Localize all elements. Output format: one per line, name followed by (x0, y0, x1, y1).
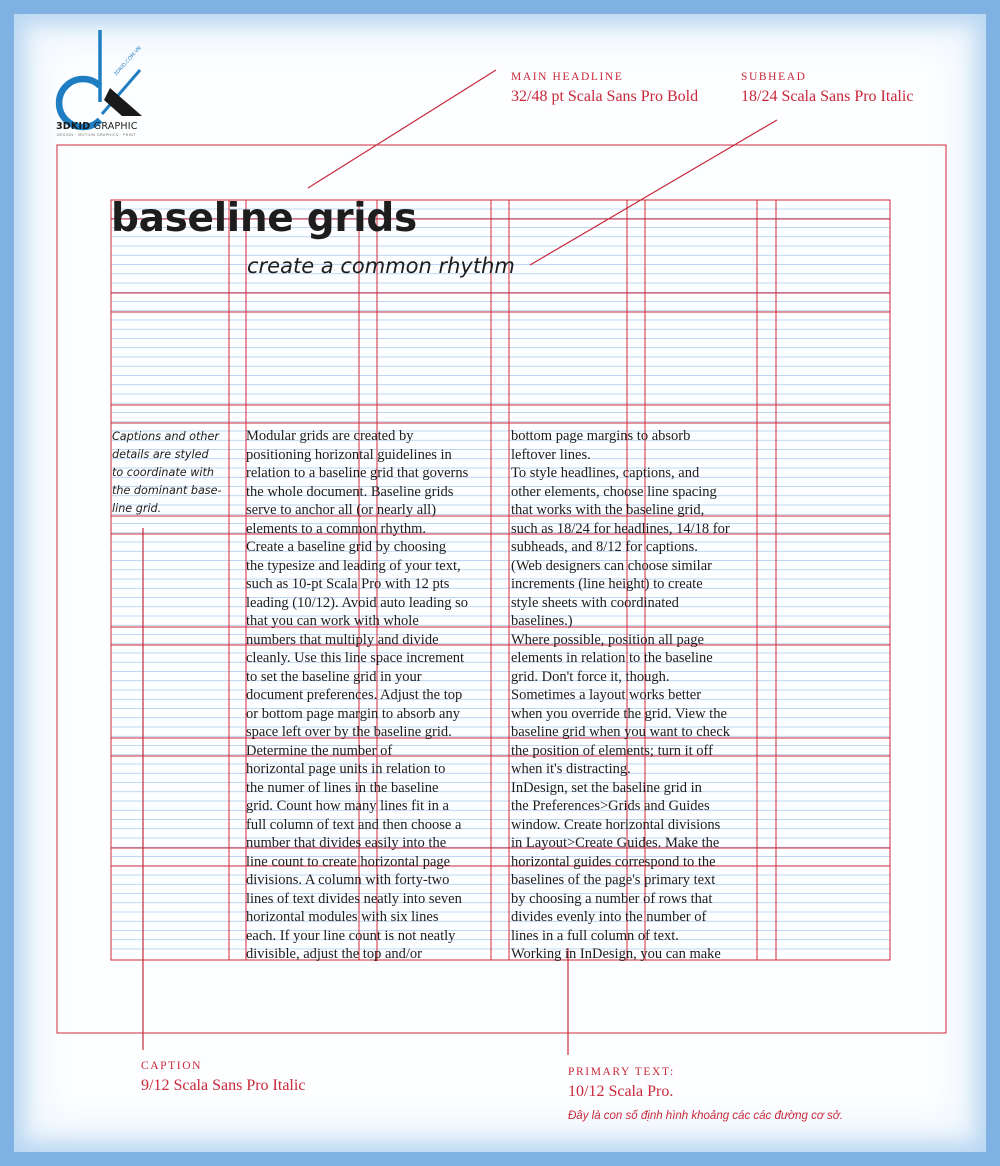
body-line: grid. Don't force it, though. (511, 668, 670, 685)
caption-line: line grid. (112, 502, 162, 515)
body-line: other elements, choose line spacing (511, 483, 717, 500)
body-line: divisible, adjust the top and/or (246, 946, 422, 962)
page-subhead: create a common rhythm (247, 254, 515, 278)
caption-line: to coordinate with (112, 466, 214, 479)
body-line: grid. Count how many lines fit in a (246, 798, 449, 814)
body-line: baseline grid when you want to check (511, 724, 731, 740)
body-line: space left over by the baseline grid. (246, 724, 452, 740)
body-line: lines in a full column of text. (511, 927, 679, 944)
body-line: increments (line height) to create (511, 576, 703, 592)
body-line: the whole document. Baseline grids (246, 483, 454, 500)
body-line: InDesign, set the baseline grid in (511, 779, 702, 796)
body-line: numbers that multiply and divide (246, 631, 439, 648)
body-line: leading (10/12). Avoid auto leading so (246, 594, 469, 611)
body-line: divides evenly into the number of (511, 909, 707, 925)
body-line: lines of text divides neatly into seven (246, 890, 462, 907)
page-margin-guide (57, 145, 946, 1033)
body-line: Create a baseline grid by choosing (246, 539, 447, 555)
body-line: the position of elements; turn it off (511, 742, 713, 759)
body-line: or bottom page margin to absorb any (246, 705, 460, 722)
type-area-guide (111, 200, 890, 960)
body-line: by choosing a number of rows that (511, 890, 713, 907)
body-line: baselines of the page's primary text (511, 872, 716, 888)
annotation-spec: 9/12 Scala Sans Pro Italic (141, 1077, 306, 1094)
body-line: divisions. A column with forty-two (246, 872, 450, 888)
body-line: to set the baseline grid in your (246, 668, 422, 685)
body-line: elements to a common rhythm. (246, 520, 427, 537)
body-line: baselines.) (511, 613, 573, 629)
body-line: Sometimes a layout works better (511, 687, 702, 703)
body-line: Determine the number of (246, 742, 393, 759)
logo-name: 3DKID (56, 121, 91, 132)
body-line: To style headlines, captions, and (511, 465, 700, 481)
body-line: Where possible, position all page (511, 631, 704, 648)
page-headline: baseline grids (111, 196, 417, 241)
annotation-label: CAPTION (141, 1060, 203, 1072)
body-line: such as 10-pt Scala Pro with 12 pts (246, 576, 450, 592)
body-line: document preferences. Adjust the top (246, 687, 463, 703)
caption-line: details are styled (112, 448, 209, 461)
logo-suffix: GRAPHIC (93, 121, 138, 132)
baseline-grid (111, 209, 890, 949)
body-line: each. If your line count is not neatly (246, 927, 456, 944)
body-line: the numer of lines in the baseline (246, 779, 439, 796)
body-line: bottom page margins to absorb (511, 428, 691, 444)
leader-subhead (530, 120, 777, 265)
body-line: Working in InDesign, you can make (511, 946, 721, 962)
body-line: the Preferences>Grids and Guides (511, 798, 710, 814)
body-line: leftover lines. (511, 446, 591, 463)
caption-line: the dominant base- (112, 484, 222, 497)
annotation-label: PRIMARY TEXT: (568, 1066, 675, 1078)
body-line: subheads, and 8/12 for captions. (511, 539, 698, 555)
annotation-spec: 10/12 Scala Pro. (568, 1083, 674, 1100)
annotation-note: Đây là con số định hình khoảng các các đường cơ sở. (568, 1110, 843, 1122)
body-line: such as 18/24 for headlines, 14/18 for (511, 520, 730, 537)
body-line: when you override the grid. View the (511, 705, 727, 722)
body-line: the typesize and leading of your text, (246, 557, 461, 574)
body-line: number that divides easily into the (246, 835, 447, 851)
body-line: full column of text and then choose a (246, 816, 462, 833)
body-line: horizontal guides correspond to the (511, 853, 716, 870)
annotation-label: SUBHEAD (741, 71, 807, 83)
leader-main-headline (308, 70, 496, 188)
body-line: elements in relation to the baseline (511, 650, 713, 666)
body-line: in Layout>Create Guides. Make the (511, 835, 720, 851)
layout-guides (57, 145, 946, 1033)
annotation-label: MAIN HEADLINE (511, 71, 624, 83)
logo-tagline: DESIGN · MOTION GRAPHICS · PRINT (57, 132, 136, 137)
body-line: horizontal page units in relation to (246, 761, 446, 777)
body-line: cleanly. Use this line space increment (246, 650, 465, 666)
body-line: relation to a baseline grid that governs (246, 465, 469, 481)
body-line: that you can work with whole (246, 613, 419, 629)
body-line: line count to create horizontal page (246, 853, 451, 870)
body-line: horizontal modules with six lines (246, 909, 439, 925)
body-line: that works with the baseline grid, (511, 502, 705, 518)
body-line: positioning horizontal guidelines in (246, 446, 452, 463)
annotation-spec: 32/48 pt Scala Sans Pro Bold (511, 88, 699, 105)
body-line: when it's distracting. (511, 761, 631, 777)
caption-line: Captions and other (112, 430, 219, 443)
svg-text:3DKID.COM.VN: 3DKID.COM.VN (113, 45, 143, 78)
body-line: style sheets with coordinated (511, 594, 679, 611)
body-line: serve to anchor all (or nearly all) (246, 502, 437, 518)
body-line: (Web designers can choose similar (511, 557, 712, 574)
body-line: Modular grids are created by (246, 428, 414, 444)
annotation-spec: 18/24 Scala Sans Pro Italic (741, 88, 914, 105)
body-line: window. Create horizontal divisions (511, 816, 721, 833)
